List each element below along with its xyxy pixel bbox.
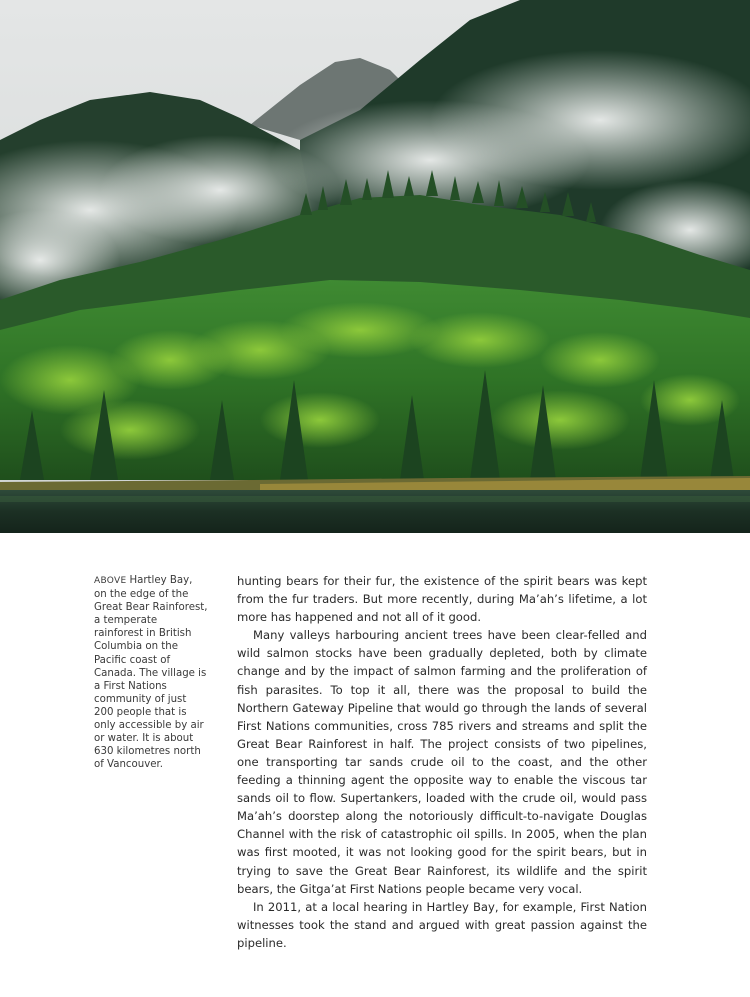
body-paragraph: hunting bears for their fur, the existence of the spirit bears was kept from the fur traders. But more recently, during Ma’ah’s lifetime, a lot more has happened and not all of it good. [237,574,647,625]
article-body [237,572,647,952]
body-paragraph: In 2011, at a local hearing in Hartley Bay, for example, First Nation witnesses took the stand and argued with great passion against the pipeline. [237,899,647,950]
caption-lead: ABOVE [94,576,127,586]
photo-caption [94,574,208,771]
body-paragraph: Many valleys harbouring ancient trees have been clear-felled and wild salmon stocks have been gradually depleted, both by climate change and by the impact of salmon farming and the proliferation of fish parasites. To top it all, there was the proposal to build the Northern Gateway Pipeline that would go through the lands of several First Nations communities, cross 785 rivers and streams and split the Great Bear Rainforest in half. The project consists of two pipelines, one transporting tar sands crude oil to the coast, and the other feeding a thinning agent the opposite way to enable the viscous tar sands oil to flow. Supertankers, loaded with the crude oil, would pass Ma’ah’s doorstep along the notoriously difficult-to-navigate Douglas Channel with the risk of catastrophic oil spills. In 2005, when the plan was first mooted, it was not looking good for the spirit bears, but in trying to save the Great Bear Rainforest, its wildlife and the spirit bears, the Gitga’at First Nations people became very vocal. [237,628,647,896]
caption-text: Hartley Bay, on the edge of the Great Bear Rainforest, a temperate rainforest in British Columbia on the Pacific coast of Canada. The village is a First Nations community of just 200 people that is only accessible by air or water. It is about 630 kilometres north of Vancouver. [94,575,208,771]
